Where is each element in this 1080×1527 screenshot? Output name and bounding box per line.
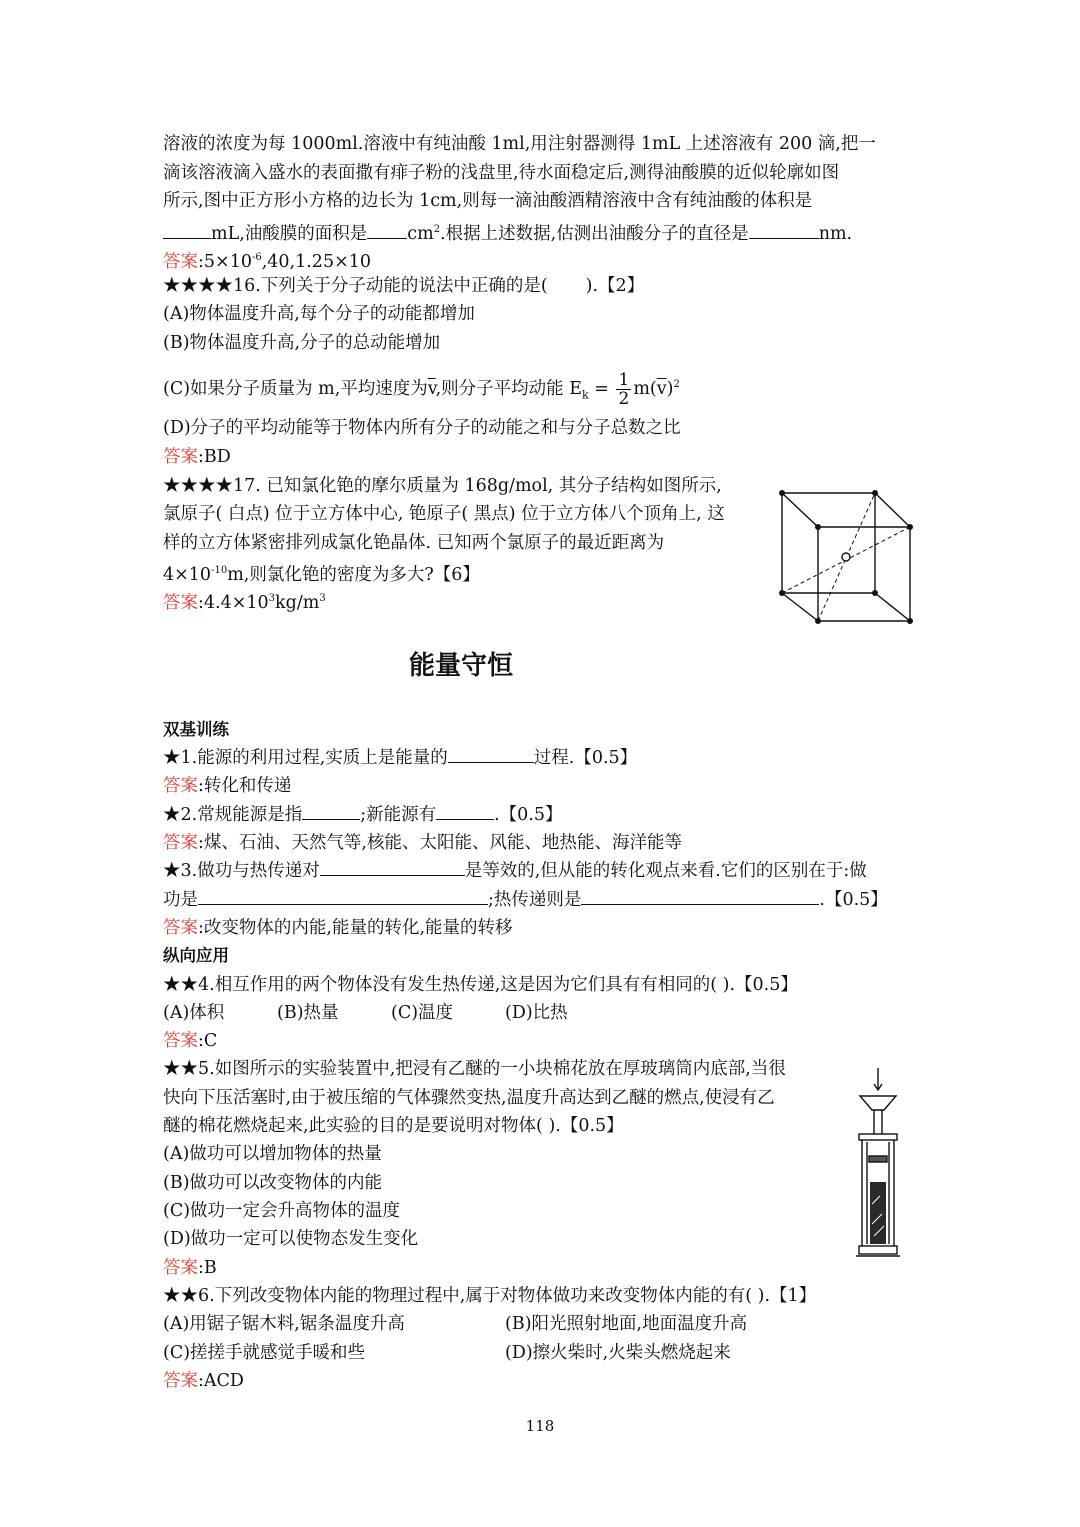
q4-option-a: (A)体积 xyxy=(163,1003,225,1023)
q6-stem: ★★6.下列改变物体内能的物理过程中,属于对物体做功来改变物体内能的有( ).【1】 xyxy=(163,1286,817,1306)
blank xyxy=(163,220,211,239)
q6-option-a: (A)用锯子锯木料,锯条温度升高 xyxy=(163,1314,405,1334)
q5-option-b: (B)做功可以改变物体的内能 xyxy=(163,1173,383,1193)
q6-option-d: (D)擦火柴时,火柴头燃烧起来 xyxy=(505,1343,731,1363)
cs-atom xyxy=(907,524,913,530)
section-title: 能量守恒 xyxy=(408,651,513,681)
page-number: 118 xyxy=(525,1417,555,1435)
q3-answer: 答案:改变物体的内能,能量的转化,能量的转移 xyxy=(163,918,513,938)
q3-stem-line2: 功是 ;热传递则是 .【0.5】 xyxy=(163,886,888,914)
blank xyxy=(581,886,819,905)
cs-atom xyxy=(872,490,878,496)
blank xyxy=(749,220,819,239)
blank xyxy=(436,801,494,820)
q4-option-b: (B)热量 xyxy=(277,1003,339,1023)
q16-stem: ★★★★16.下列关于分子动能的说法中正确的是( ).【2】 xyxy=(163,276,645,296)
q15-line3: 所示,图中正方形小方格的边长为 1cm,则每一滴油酸酒精溶液中含有纯油酸的体积是 xyxy=(163,191,813,211)
q2-answer: 答案:煤、石油、天然气等,核能、太阳能、风能、地热能、海洋能等 xyxy=(163,833,682,853)
q4-answer: 答案:C xyxy=(163,1031,218,1051)
q6-answer: 答案:ACD xyxy=(163,1371,244,1391)
q6-option-b: (B)阳光照射地面,地面温度升高 xyxy=(505,1314,748,1334)
q16-answer: 答案:BD xyxy=(163,447,231,467)
q6-option-c: (C)搓搓手就感觉手暖和些 xyxy=(163,1343,366,1363)
cs-atom xyxy=(872,590,878,596)
q5-line2: 快向下压活塞时,由于被压缩的气体骤然变热,温度升高达到乙醚的燃点,使浸有乙 xyxy=(163,1088,775,1108)
q5-answer: 答案:B xyxy=(163,1258,217,1278)
cs-atom xyxy=(907,618,913,624)
q17-line2: 氯原子( 白点) 位于立方体中心, 铯原子( 黑点) 位于立方体八个顶角上, 这 xyxy=(163,504,725,524)
fire-piston-figure xyxy=(848,1064,908,1269)
q5-line1: ★★5.如图所示的实验装置中,把浸有乙醚的一小块棉花放在厚玻璃筒内底部,当很 xyxy=(163,1059,786,1079)
q5-option-d: (D)做功一定可以使物态发生变化 xyxy=(163,1229,419,1249)
cs-atom xyxy=(815,524,821,530)
q17-line4: $4\times 10^{-10}m$,则氯化铯的密度为多大?【6】 xyxy=(163,564,480,585)
q1-stem: ★1.能源的利用过程,实质上是能量的 过程.【0.5】 xyxy=(163,744,637,772)
subsection-heading-application: 纵向应用 xyxy=(163,946,229,965)
cs-atom xyxy=(779,590,785,596)
q5-option-a: (A)做功可以增加物体的热量 xyxy=(163,1144,382,1164)
q15-line4: mL,油酸膜的面积是 $cm^2$.根据上述数据,估测出油酸分子的直径是 nm. xyxy=(163,216,852,248)
q4-option-c: (C)温度 xyxy=(391,1003,454,1023)
q15-answer: 答案$:5\times 10^{-6},40,1.25\times 10$ xyxy=(163,251,372,272)
q17-answer: 答案$:4.4\times 10^3kg/m^3$ xyxy=(163,592,326,613)
q2-stem: ★2.常规能源是指 ;新能源有 .【0.5】 xyxy=(163,801,563,829)
q16-option-b: (B)物体温度升高,分子的总动能增加 xyxy=(163,333,441,353)
subsection-heading-basic: 双基训练 xyxy=(163,720,229,739)
cotton-sample xyxy=(870,1182,886,1244)
blank xyxy=(302,801,360,820)
blank xyxy=(448,744,534,763)
cs-atom xyxy=(779,490,785,496)
blank xyxy=(320,857,465,876)
q5-option-c: (C)做功一定会升高物体的温度 xyxy=(163,1201,401,1221)
q15-line2: 滴该溶液滴入盛水的表面撒有痱子粉的浅盘里,待水面稳定后,测得油酸膜的近似轮廓如图 xyxy=(163,163,840,183)
cscl-cube-figure xyxy=(770,485,920,630)
q15-line1: 溶液的浓度为每 1000ml.溶液中有纯油酸 1ml,用注射器测得 1mL 上述溶液有 200 滴,把一 xyxy=(163,134,876,154)
blank xyxy=(198,886,488,905)
fraction: $\frac{1}{2}$ xyxy=(618,369,630,409)
q1-answer: 答案:转化和传递 xyxy=(163,776,292,796)
q17-line1: ★★★★17. 已知氯化铯的摩尔质量为 168g/mol, 其分子结构如图所示, xyxy=(163,476,722,496)
q16-option-a: (A)物体温度升高,每个分子的动能都增加 xyxy=(163,304,475,324)
q5-line3: 醚的棉花燃烧起来,此实验的目的是要说明对物体( ).【0.5】 xyxy=(163,1116,624,1136)
q3-stem-line1: ★3.做功与热传递对 是等效的,但从能的转化观点来看.它们的区别在于:做 xyxy=(163,857,867,885)
blank xyxy=(367,220,407,239)
q17-line3: 样的立方体紧密排列成氯化铯晶体. 已知两个氯原子的最近距离为 xyxy=(163,533,665,553)
cl-atom xyxy=(842,553,850,561)
q16-option-c: (C)如果分子质量为 m,平均速度为$\overline{v}$,则分子平均动能 $E_k$ = $\frac{1}{2}$ $m(\overline{v})^2$ xyxy=(163,369,680,409)
q16-option-d: (D)分子的平均动能等于物体内所有分子的动能之和与分子总数之比 xyxy=(163,418,681,438)
q4-stem: ★★4.相互作用的两个物体没有发生热传递,这是因为它们具有有相同的( ).【0.5】 xyxy=(163,975,798,995)
q4-option-d: (D)比热 xyxy=(505,1003,568,1023)
cs-atom xyxy=(815,618,821,624)
